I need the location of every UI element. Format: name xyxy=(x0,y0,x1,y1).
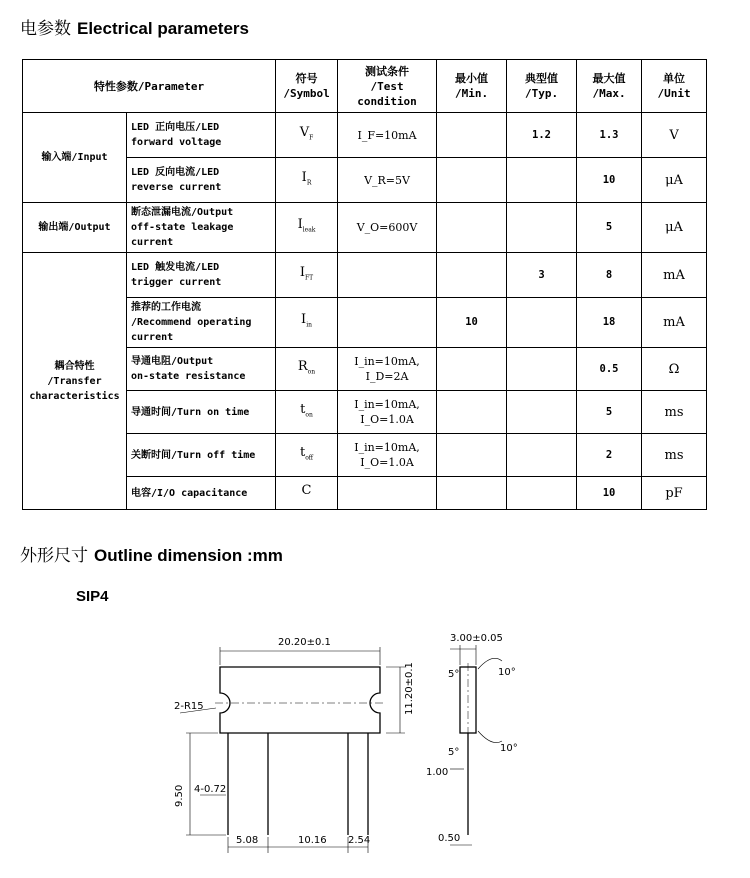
max-cell: 5 xyxy=(577,203,642,253)
symbol-subscript: leak xyxy=(302,226,316,234)
typ-cell xyxy=(507,477,577,510)
typ-cell xyxy=(507,348,577,391)
pin-length-label: 9.50 xyxy=(174,784,185,807)
outline-drawing xyxy=(160,625,540,855)
condition-cell: I_in=10mA, I_D=2A xyxy=(338,348,437,391)
max-cell: 10 xyxy=(577,477,642,510)
unit-cell: mA xyxy=(642,298,707,348)
symbol-main: C xyxy=(301,482,312,498)
header-min: 最小值 /Min. xyxy=(437,60,507,113)
unit-cell: ms xyxy=(642,434,707,477)
thickness-label: 3.00±0.05 xyxy=(450,633,503,644)
unit-cell: ms xyxy=(642,391,707,434)
min-cell xyxy=(437,203,507,253)
angle-b-label: 10° xyxy=(498,667,516,678)
symbol-subscript: in xyxy=(306,321,312,329)
section-title-en: Outline dimension :mm xyxy=(94,546,283,565)
group-label-output: 输出端/Output xyxy=(23,203,127,253)
symbol-subscript: R xyxy=(306,179,312,187)
side-a-label: 1.00 xyxy=(426,767,449,778)
angle-a-label: 5° xyxy=(448,669,460,680)
min-cell xyxy=(437,253,507,298)
condition-cell xyxy=(338,298,437,348)
max-cell: 8 xyxy=(577,253,642,298)
symbol-main: V xyxy=(299,124,310,140)
unit-cell: pF xyxy=(642,477,707,510)
min-cell xyxy=(437,391,507,434)
header-typ: 典型值 /Typ. xyxy=(507,60,577,113)
typ-cell: 1.2 xyxy=(507,113,577,158)
typ-cell xyxy=(507,298,577,348)
symbol-main: R xyxy=(297,358,308,374)
typ-cell xyxy=(507,203,577,253)
package-name: SIP4 xyxy=(76,588,109,605)
max-cell: 2 xyxy=(577,434,642,477)
section-title-cn: 电参数 xyxy=(20,19,71,39)
max-cell: 5 xyxy=(577,391,642,434)
dim-width-label: 20.20±0.1 xyxy=(278,637,331,648)
condition-cell: I_in=10mA, I_O=1.0A xyxy=(338,391,437,434)
max-cell: 18 xyxy=(577,298,642,348)
condition-cell: I_in=10mA, I_O=1.0A xyxy=(338,434,437,477)
section-title-cn: 外形尺寸 xyxy=(20,546,88,566)
electrical-parameters-table xyxy=(22,59,707,510)
header-symbol: 符号 /Symbol xyxy=(276,60,338,113)
min-cell xyxy=(437,158,507,203)
condition-cell xyxy=(338,253,437,298)
header-unit: 单位 /Unit xyxy=(642,60,707,113)
param-cell: LED 正向电压/LED forward voltage xyxy=(127,113,276,158)
section-title-en: Electrical parameters xyxy=(77,19,249,38)
param-cell: 导通电阻/Output on-state resistance xyxy=(127,348,276,391)
pin-dia-label: 4-0.72 xyxy=(194,784,227,795)
symbol-main: I xyxy=(297,217,303,233)
front-view xyxy=(215,667,386,835)
group-label-transfer: 耦合特性 /Transfer characteristics xyxy=(23,253,127,510)
symbol-main: t xyxy=(299,444,306,460)
max-cell: 1.3 xyxy=(577,113,642,158)
symbol-subscript: on xyxy=(305,411,313,419)
table-header-row xyxy=(23,60,707,113)
symbol-cell xyxy=(276,253,338,298)
max-cell: 0.5 xyxy=(577,348,642,391)
symbol-subscript: FT xyxy=(305,274,314,282)
min-cell xyxy=(437,348,507,391)
pitch3-label: 2.54 xyxy=(348,835,371,846)
side-b-label: 0.50 xyxy=(438,833,461,844)
symbol-subscript: F xyxy=(309,134,314,142)
radius-label: 2-R15 xyxy=(174,701,204,712)
max-cell: 10 xyxy=(577,158,642,203)
symbol-main: t xyxy=(300,401,306,417)
symbol-subscript: off xyxy=(305,454,314,462)
symbol-cell xyxy=(276,298,338,348)
param-cell: 电容/I/O capacitance xyxy=(127,477,276,510)
dim-height-label: 11.20±0.1 xyxy=(404,662,415,715)
condition-cell xyxy=(338,477,437,510)
table-row xyxy=(23,113,707,158)
pitch2-label: 10.16 xyxy=(298,835,327,846)
section-electrical-title xyxy=(20,14,249,39)
symbol-main: I xyxy=(299,264,305,280)
angle-b2-label: 10° xyxy=(500,743,518,754)
header-condition: 测试条件 /Test condition xyxy=(338,60,437,113)
unit-cell: μA xyxy=(642,158,707,203)
symbol-cell xyxy=(276,348,338,391)
unit-cell: V xyxy=(642,113,707,158)
pitch1-label: 5.08 xyxy=(236,835,259,846)
typ-cell xyxy=(507,391,577,434)
unit-cell: Ω xyxy=(642,348,707,391)
typ-cell xyxy=(507,158,577,203)
unit-cell: mA xyxy=(642,253,707,298)
min-cell xyxy=(437,434,507,477)
table-row xyxy=(23,203,707,253)
section-outline-title xyxy=(20,541,283,566)
symbol-cell xyxy=(276,477,338,510)
symbol-cell xyxy=(276,203,338,253)
package-body-outline xyxy=(220,667,380,733)
symbol-cell xyxy=(276,158,338,203)
symbol-subscript: on xyxy=(307,368,316,376)
symbol-cell xyxy=(276,434,338,477)
param-cell: 关断时间/Turn off time xyxy=(127,434,276,477)
param-cell: LED 触发电流/LED trigger current xyxy=(127,253,276,298)
condition-cell: V_O=600V xyxy=(338,203,437,253)
param-cell: 推荐的工作电流 /Recommend operating current xyxy=(127,298,276,348)
table-row xyxy=(23,253,707,298)
header-max: 最大值 /Max. xyxy=(577,60,642,113)
min-cell xyxy=(437,477,507,510)
min-cell: 10 xyxy=(437,298,507,348)
param-cell: 断态泄漏电流/Output off-state leakage current xyxy=(127,203,276,253)
typ-cell xyxy=(507,434,577,477)
symbol-main: I xyxy=(301,169,307,185)
header-parameter: 特性参数/Parameter xyxy=(23,60,276,113)
unit-cell: μA xyxy=(642,203,707,253)
symbol-main: I xyxy=(301,312,307,328)
group-label-input: 输入端/Input xyxy=(23,113,127,203)
typ-cell: 3 xyxy=(507,253,577,298)
condition-cell: I_F=10mA xyxy=(338,113,437,158)
min-cell xyxy=(437,113,507,158)
param-cell: 导通时间/Turn on time xyxy=(127,391,276,434)
condition-cell: V_R=5V xyxy=(338,158,437,203)
angle-a2-label: 5° xyxy=(448,747,460,758)
symbol-cell xyxy=(276,391,338,434)
param-cell: LED 反向电流/LED reverse current xyxy=(127,158,276,203)
symbol-cell xyxy=(276,113,338,158)
